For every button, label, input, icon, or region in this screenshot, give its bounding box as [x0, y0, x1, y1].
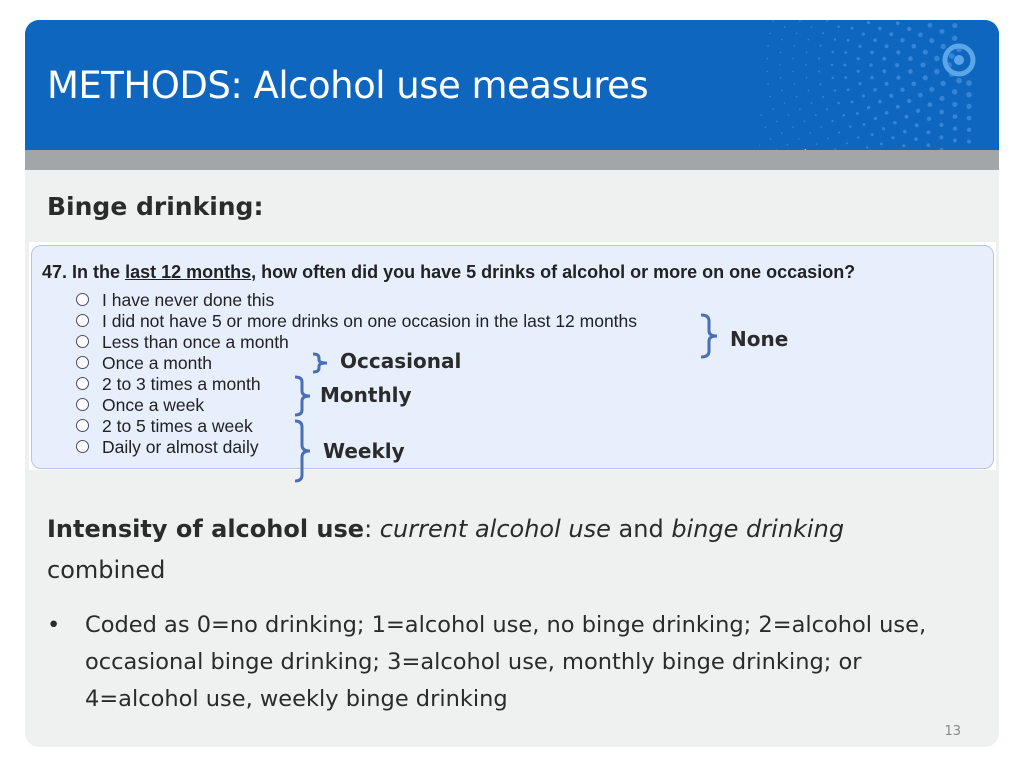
slide	[25, 20, 999, 747]
question-post: , how often did you have 5 drinks of alcohol or more on one occasion?	[251, 262, 856, 282]
radio-icon[interactable]	[76, 314, 89, 327]
option-label: Once a month	[102, 353, 212, 373]
radio-icon[interactable]	[76, 440, 89, 453]
option-label: 2 to 5 times a week	[102, 416, 253, 436]
intensity-term-binge: binge drinking	[671, 515, 845, 543]
group-label-weekly: Weekly	[323, 439, 405, 463]
radio-icon[interactable]	[76, 377, 89, 390]
option-not-last-12-months[interactable]	[76, 311, 637, 332]
title-banner	[25, 20, 999, 150]
group-label-none: None	[730, 327, 789, 351]
group-label-monthly: Monthly	[320, 383, 412, 407]
question-number: 47.	[42, 262, 68, 282]
group-label-occasional: Occasional	[340, 349, 462, 373]
survey-figure	[29, 242, 996, 470]
radio-icon[interactable]	[76, 356, 89, 369]
radio-icon[interactable]	[76, 419, 89, 432]
answer-options	[76, 290, 637, 458]
bracket-none-icon	[697, 312, 725, 360]
page-number: 13	[944, 724, 961, 739]
decorative-dots	[759, 20, 999, 150]
header-divider	[25, 150, 999, 170]
slide-title: METHODS: Alcohol use measures	[47, 64, 649, 107]
option-label: I did not have 5 or more drinks on one occasion in the last 12 months	[102, 311, 638, 331]
intensity-term-current-use: current alcohol use	[379, 515, 611, 543]
radio-icon[interactable]	[76, 293, 89, 306]
intensity-definition	[47, 509, 967, 591]
section-heading: Binge drinking:	[47, 192, 264, 221]
bullet-text: Coded as 0=no drinking; 1=alcohol use, no binge drinking; 2=alcohol use, occasional binge drinking; 3=alcohol use, monthly binge drinking; or 4=alcohol use, weekly binge drinking	[85, 612, 927, 712]
bracket-occasional-icon	[309, 352, 335, 374]
intensity-tail: combined	[47, 556, 166, 584]
survey-question	[42, 262, 855, 283]
intensity-label: Intensity of alcohol use	[47, 515, 365, 543]
intensity-colon: :	[364, 515, 373, 543]
option-label: Once a week	[102, 395, 205, 415]
question-underlined: last 12 months	[125, 262, 252, 282]
bracket-monthly-icon	[291, 374, 319, 418]
option-label: Daily or almost daily	[102, 437, 259, 457]
bullet-icon: •	[47, 612, 61, 638]
radio-icon[interactable]	[76, 398, 89, 411]
question-pre: In the	[72, 262, 121, 282]
radio-icon[interactable]	[76, 335, 89, 348]
option-label: I have never done this	[102, 290, 275, 310]
option-never[interactable]	[76, 290, 637, 311]
intensity-and: and	[610, 515, 672, 543]
option-label: Less than once a month	[102, 332, 289, 352]
option-2-5-per-week[interactable]	[76, 416, 637, 437]
option-label: 2 to 3 times a month	[102, 374, 261, 394]
bracket-weekly-icon	[291, 418, 319, 484]
survey-question-box	[31, 245, 994, 469]
